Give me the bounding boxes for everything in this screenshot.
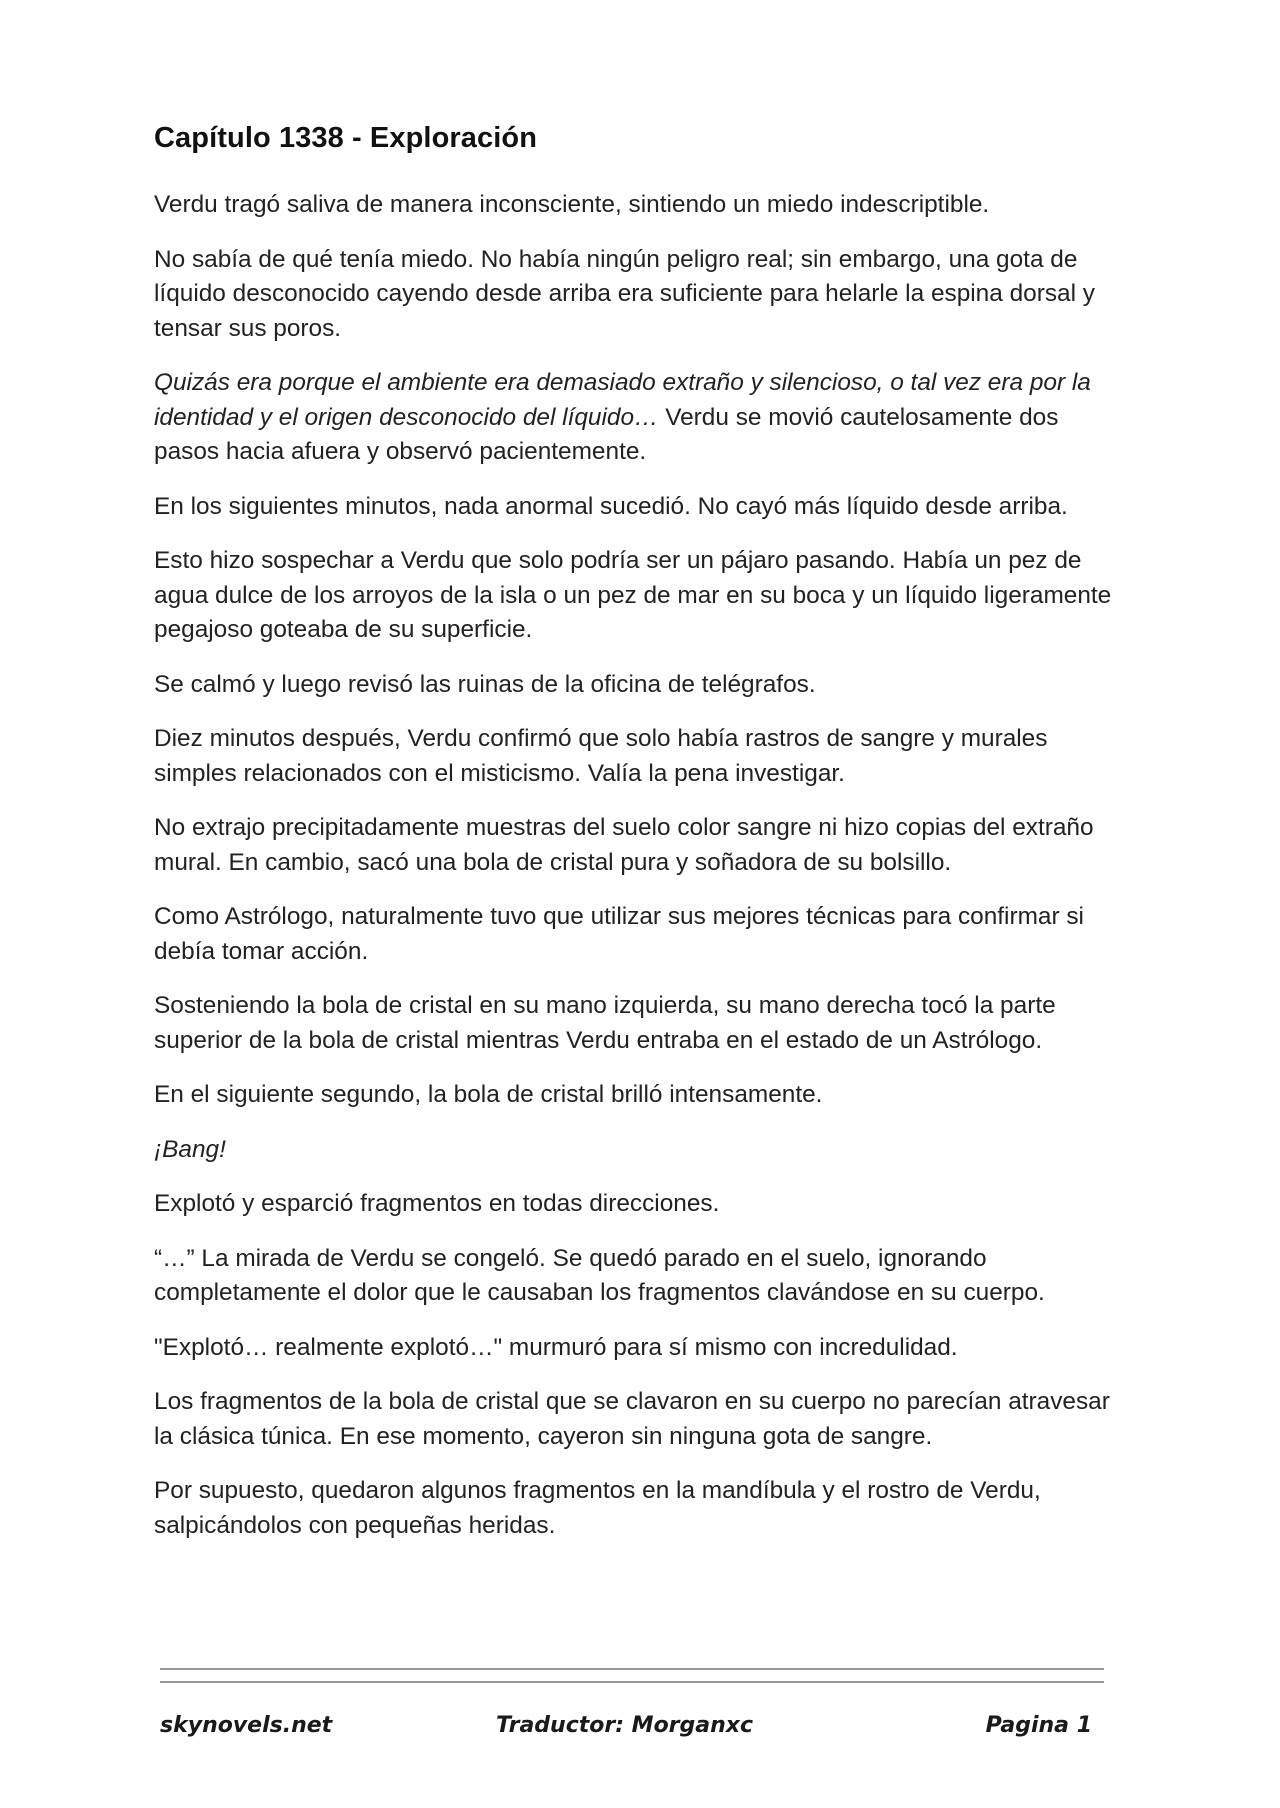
paragraph-text: Sosteniendo la bola de cristal en su mano izquierda, su mano derecha tocó la parte superior de la bola de cristal mientras Verdu entraba en el estado de un Astrólogo. xyxy=(154,992,1056,1054)
paragraph-text: Como Astrólogo, naturalmente tuvo que utilizar sus mejores técnicas para confirmar si debía tomar acción. xyxy=(154,903,1084,965)
paragraph xyxy=(154,1331,1114,1366)
paragraph-text: Diez minutos después, Verdu confirmó que solo había rastros de sangre y murales simples relacionados con el misticismo. Valía la pena investigar. xyxy=(154,725,1048,787)
paragraph-text: No sabía de qué tenía miedo. No había ningún peligro real; sin embargo, una gota de líquido desconocido cayendo desde arriba era suficiente para helarle la espina dorsal y tensar sus poros. xyxy=(154,245,1095,342)
paragraph xyxy=(154,1078,1114,1113)
paragraph-text: En los siguientes minutos, nada anormal sucedió. No cayó más líquido desde arriba. xyxy=(154,492,1068,520)
paragraph-text: Esto hizo sospechar a Verdu que solo podría ser un pájaro pasando. Había un pez de agua dulce de los arroyos de la isla o un pez de mar en su boca y un líquido ligeramente pegajoso goteaba de su superficie. xyxy=(154,547,1112,643)
paragraph-text: Se calmó y luego revisó las ruinas de la oficina de telégrafos. xyxy=(154,670,816,698)
paragraph-italic-text: ¡Bang! xyxy=(154,1135,226,1163)
paragraph xyxy=(154,1385,1114,1454)
paragraph xyxy=(154,1242,1114,1311)
paragraph-text: Explotó y esparció fragmentos en todas direcciones. xyxy=(154,1190,720,1217)
paragraph xyxy=(154,188,1114,223)
paragraph xyxy=(154,544,1114,648)
paragraph xyxy=(154,1474,1114,1543)
paragraph xyxy=(154,989,1114,1058)
paragraph xyxy=(154,366,1114,470)
paragraph xyxy=(154,811,1114,880)
footer-translator: Traductor: Morganxc xyxy=(496,1713,754,1738)
paragraph-text: “…” La mirada de Verdu se congeló. Se quedó parado en el suelo, ignorando completamente el dolor que le causaban los fragmentos clavándose en su cuerpo. xyxy=(154,1244,1045,1306)
paragraph xyxy=(154,243,1114,347)
paragraph-text: No extrajo precipitadamente muestras del suelo color sangre ni hizo copias del extraño mural. En cambio, sacó una bola de cristal pura y soñadora de su bolsillo. xyxy=(154,814,1094,876)
paragraph xyxy=(154,668,1114,703)
paragraph-text: En el siguiente segundo, la bola de cristal brilló intensamente. xyxy=(154,1081,823,1108)
paragraph-text: Verdu se movió cautelosamente dos pasos hacia afuera y observó pacientemente. xyxy=(154,403,1059,465)
paragraph-text: Por supuesto, quedaron algunos fragmentos en la mandíbula y el rostro de Verdu, salpicándolos con pequeñas heridas. xyxy=(154,1477,1041,1539)
paragraph xyxy=(154,490,1114,525)
paragraph xyxy=(154,900,1114,969)
footer-divider xyxy=(160,1668,1104,1670)
footer-site: skynovels.net xyxy=(160,1713,333,1738)
paragraph xyxy=(154,722,1114,791)
paragraph-text: Los fragmentos de la bola de cristal que se clavaron en su cuerpo no parecían atravesar la clásica túnica. En ese momento, cayeron sin ninguna gota de sangre. xyxy=(154,1388,1110,1450)
footer-divider xyxy=(160,1681,1104,1683)
chapter-title: Capítulo 1338 - Exploración xyxy=(154,122,538,154)
paragraph xyxy=(154,1133,1114,1168)
paragraph xyxy=(154,1187,1114,1222)
footer-page-number: Pagina 1 xyxy=(985,1713,1092,1738)
chapter-body xyxy=(154,188,1114,1563)
paragraph-text: Verdu tragó saliva de manera inconsciente, sintiendo un miedo indescriptible. xyxy=(154,191,990,218)
paragraph-text: "Explotó… realmente explotó…" murmuró para sí mismo con incredulidad. xyxy=(154,1333,958,1361)
paragraph-italic-text: Quizás era porque el ambiente era demasiado extraño y silencioso, o tal vez era por la identidad y el origen desconocido del líquido… xyxy=(154,369,1091,431)
